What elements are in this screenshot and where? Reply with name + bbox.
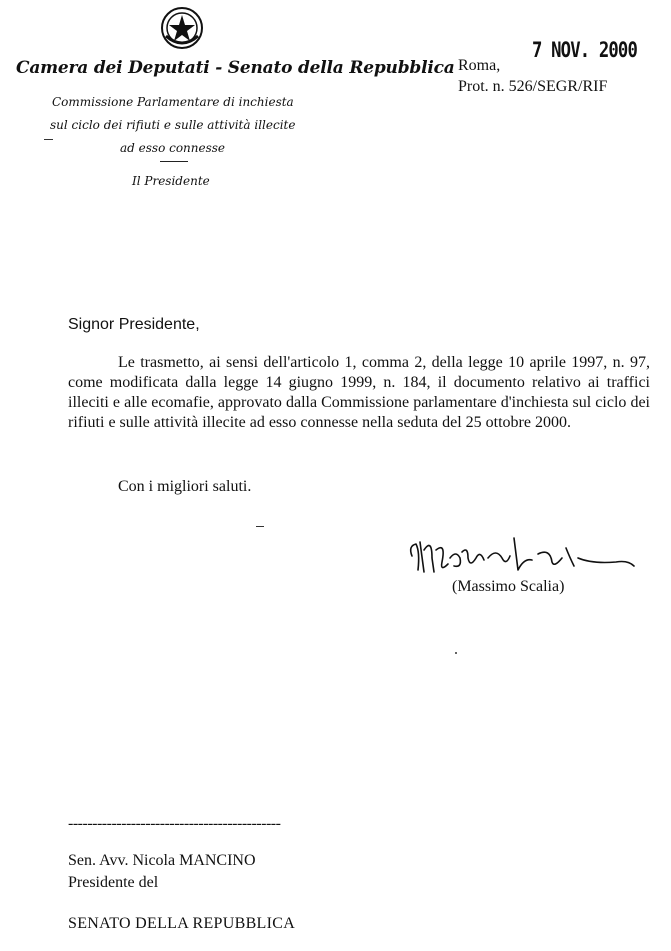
salutation: Signor Presidente,: [68, 316, 200, 333]
stray-mark: [256, 526, 264, 527]
letterhead-title: Camera dei Deputati - Senato della Repubblica: [16, 58, 455, 78]
letter-body: Le trasmetto, ai sensi dell'articolo 1, comma 2, della legge 10 aprile 1997, n. 97, come modificata dalla legge 14 giugno 1999, n. 184, il documento relativo ai traffici illeciti e alle ecomafie, approvato dalla Commissione parlamentare d'inchiesta sul ciclo dei rifiuti e sulle attività illecite ad esso connesse nella seduta del 25 ottobre 2000.: [68, 354, 650, 431]
letterhead-commission-line: Commissione Parlamentare di inchiesta: [52, 95, 294, 109]
margin-tick-mark: [44, 139, 53, 140]
addressee-organization: SENATO DELLA REPUBBLICA: [68, 915, 296, 932]
date-stamp: 7 NOV. 2000: [532, 38, 638, 62]
republic-emblem-icon: [160, 6, 204, 50]
addressee-role: Presidente del: [68, 874, 159, 891]
stray-dot: [455, 652, 457, 654]
letterhead-subject-line: sul ciclo dei rifiuti e sulle attività illecite: [50, 118, 296, 132]
closing-greeting: Con i migliori saluti.: [118, 478, 252, 495]
addressee-rule: --------------------------------------------: [68, 815, 281, 832]
letterhead-separator: [160, 161, 188, 162]
letterhead-president-line: Il Presidente: [132, 174, 210, 188]
signer-name: (Massimo Scalia): [452, 578, 565, 595]
protocol-number: Prot. n. 526/SEGR/RIF: [458, 78, 608, 95]
letterhead-connected-line: ad esso connesse: [120, 141, 226, 155]
addressee-name: Sen. Avv. Nicola MANCINO: [68, 852, 256, 869]
place-label: Roma,: [458, 57, 501, 74]
